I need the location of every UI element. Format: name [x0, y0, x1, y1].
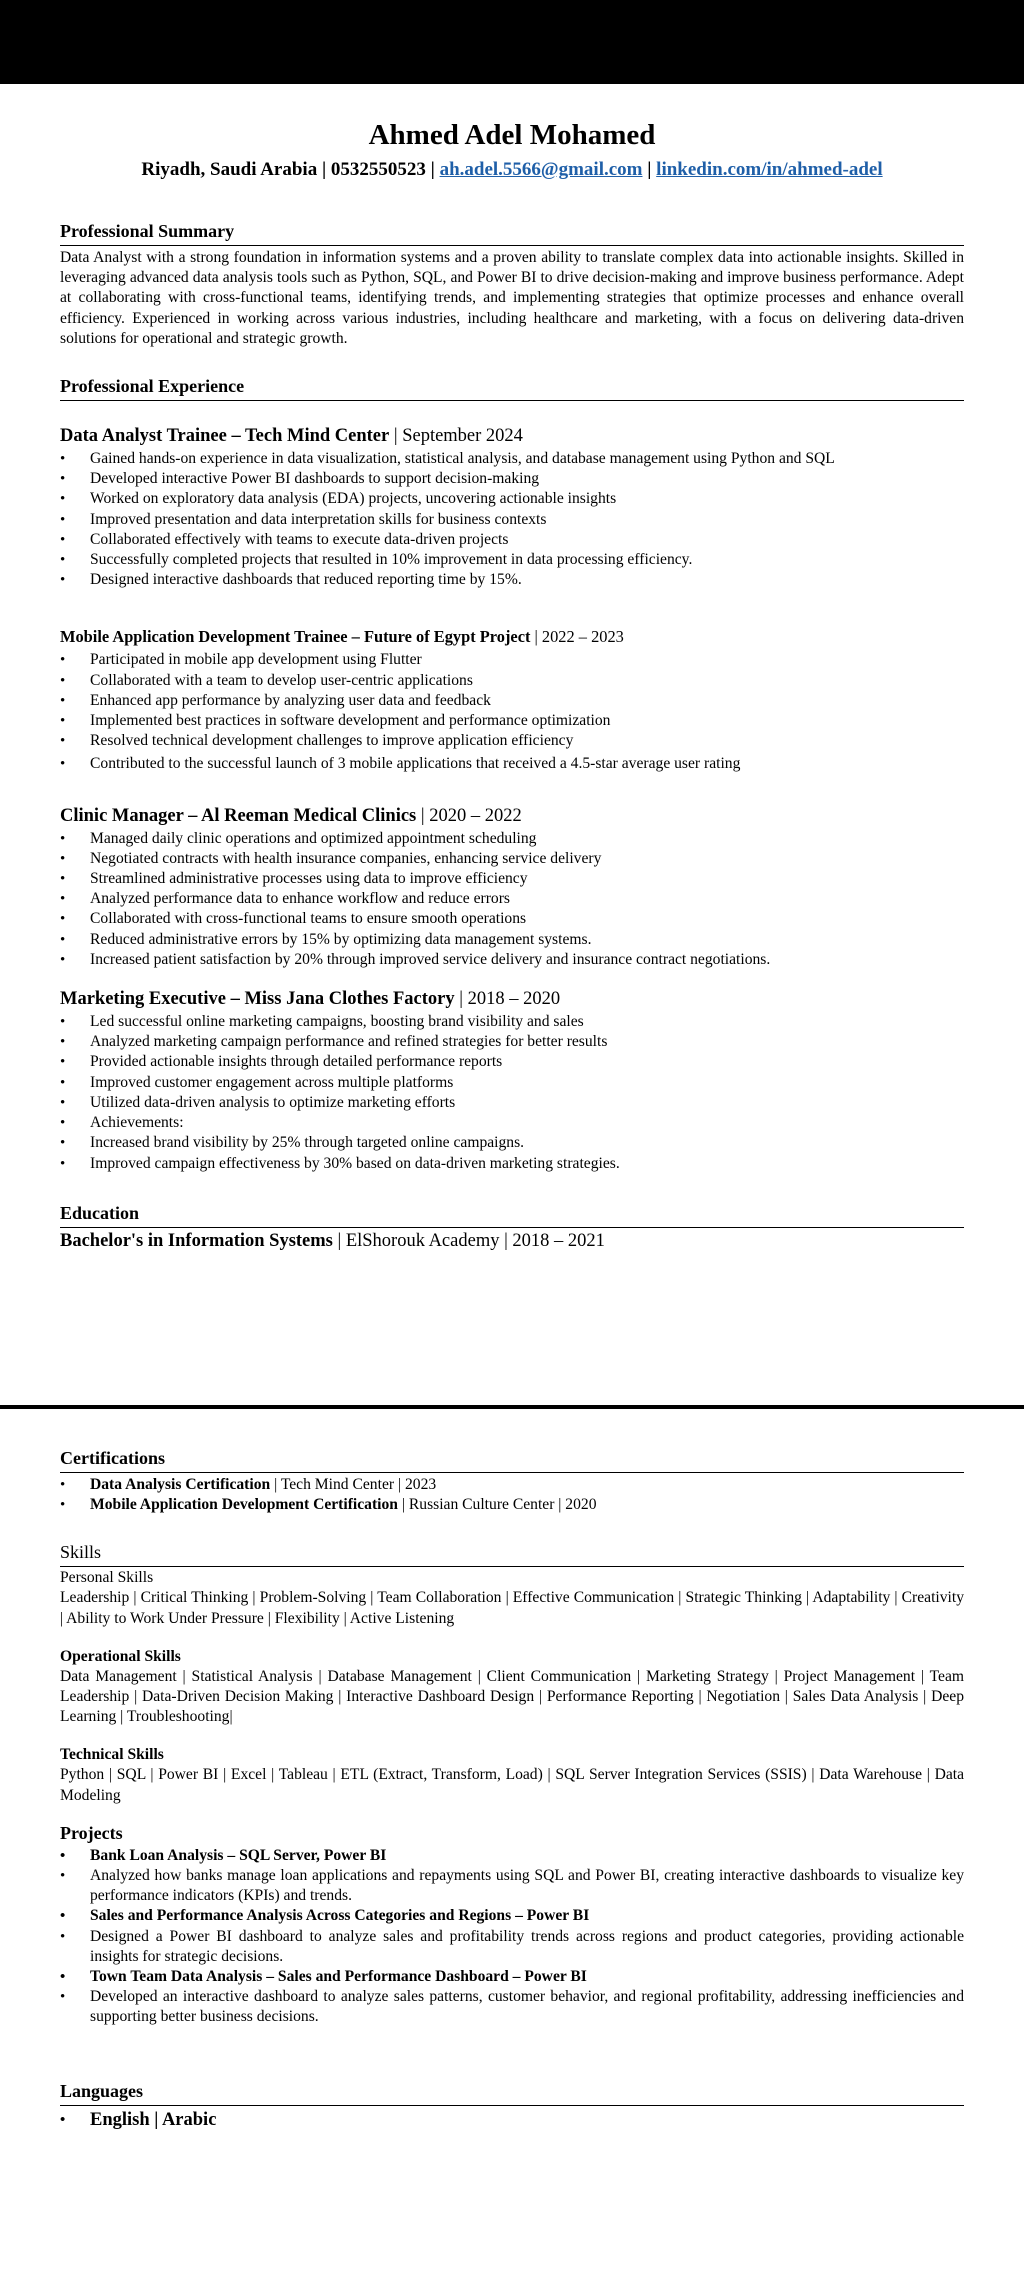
technical-skills-title: Technical Skills — [60, 1746, 164, 1764]
project-description: • Designed a Power BI dashboard to analyze sales and profitability trends across regions and product categories, providing actionable insights for strategic decisions. — [60, 1927, 964, 1967]
skills-heading: Skills — [60, 1541, 964, 1567]
bullet-item: • Increased patient satisfaction by 20% through improved service delivery and insurance contract negotiations. — [60, 950, 964, 970]
bullet-item: • Designed interactive dashboards that reduced reporting time by 15%. — [60, 570, 964, 590]
candidate-name: Ahmed Adel Mohamed — [368, 119, 656, 151]
contact-separator: | — [647, 159, 652, 180]
certification-item — [60, 1495, 964, 1515]
bullet-item: • Achievements: — [60, 1113, 964, 1133]
project-title: • Town Team Data Analysis – Sales and Performance Dashboard – Power BI — [60, 1967, 964, 1987]
bullet-item: • Resolved technical development challenges to improve application efficiency — [60, 731, 964, 751]
bullet-item: • Led successful online marketing campaigns, boosting brand visibility and sales — [60, 1012, 964, 1032]
personal-skills-title: Personal Skills — [60, 1569, 154, 1587]
bullet-item: • Enhanced app performance by analyzing user data and feedback — [60, 691, 964, 711]
bullet-item: • Analyzed performance data to enhance workflow and reduce errors — [60, 889, 964, 909]
bullet-item: • Increased brand visibility by 25% through targeted online campaigns. — [60, 1133, 964, 1153]
bullet-item: • Participated in mobile app development using Flutter — [60, 650, 964, 670]
project-description: • Developed an interactive dashboard to analyze sales patterns, customer behavior, and regional profitability, addressing inefficiencies and supporting better business decisions. — [60, 1987, 964, 2027]
top-black-band — [0, 0, 1024, 84]
summary-heading: Professional Summary — [60, 220, 964, 246]
technical-skills-text: Python | SQL | Power BI | Excel | Tableau | ETL (Extract, Transform, Load) | SQL Server Integration Services (SSIS) | Data Warehouse | Data Modeling — [60, 1766, 964, 1804]
contact-line — [60, 158, 964, 182]
bullet-item: • Successfully completed projects that resulted in 10% improvement in data processing efficiency. — [60, 550, 964, 570]
bullet-item: • Improved presentation and data interpretation skills for business contexts — [60, 510, 964, 530]
bullet-item: • Streamlined administrative processes using data to improve efficiency — [60, 869, 964, 889]
job-header — [60, 988, 964, 1010]
resume-page-1 — [60, 118, 964, 1252]
job-role: Marketing Executive – Miss Jana Clothes Factory — [60, 989, 455, 1010]
job-period: | 2020 – 2022 — [416, 805, 522, 826]
job-header — [60, 805, 964, 827]
job-header — [60, 425, 964, 447]
bullet-item: • Managed daily clinic operations and optimized appointment scheduling — [60, 829, 964, 849]
email-link[interactable]: ah.adel.5566@gmail.com — [439, 159, 643, 180]
job-period: | 2018 – 2020 — [454, 989, 561, 1010]
languages-heading: Languages — [60, 2080, 964, 2106]
bullet-item: • Collaborated effectively with teams to execute data-driven projects — [60, 530, 964, 550]
bullet-item: • Contributed to the successful launch of 3 mobile applications that received a 4.5-star average user rating — [60, 754, 964, 774]
degree-name: Bachelor's in Information Systems — [60, 1230, 333, 1251]
certification-name: Data Analysis Certification — [90, 1476, 271, 1493]
job-role: Mobile Application Development Trainee – Future of Egypt Project — [60, 627, 531, 647]
languages-item: • English | Arabic — [60, 2109, 964, 2131]
bullet-item: • Implemented best practices in software development and performance optimization — [60, 711, 964, 731]
education-entry — [60, 1230, 964, 1252]
bullet-item: • Utilized data-driven analysis to optimize marketing efforts — [60, 1093, 964, 1113]
education-heading: Education — [60, 1202, 964, 1228]
bullet-item: • Provided actionable insights through detailed performance reports — [60, 1052, 964, 1072]
job-role: Data Analyst Trainee – Tech Mind Center — [60, 426, 390, 447]
certification-details: | Russian Culture Center | 2020 — [397, 1496, 597, 1514]
certification-item — [60, 1475, 964, 1495]
project-description: • Analyzed how banks manage loan applications and repayments using SQL and Power BI, creating interactive dashboards to visualize key performance indicators (KPIs) and trends. — [60, 1866, 964, 1906]
experience-heading: Professional Experience — [60, 375, 964, 401]
job-bullets — [60, 449, 964, 590]
summary-text: Data Analyst with a strong foundation in information systems and a proven ability to translate complex data into actionable insights. Skilled in leveraging advanced data analysis tools such as Python, SQL, and Power BI to drive decision-making and improve business performance. Adept at collaborating with cross-functional teams, identifying trends, and implementing strategies that optimize processes and enhance overall efficiency. Experienced in working across various industries, including healthcare and marketing, with a focus on delivering data-driven solutions for operational and strategic growth. — [60, 249, 964, 347]
bullet-item: • Improved campaign effectiveness by 30% based on data-driven marketing strategies. — [60, 1154, 964, 1174]
operational-skills-text: Data Management | Statistical Analysis | Database Management | Client Communication | Marketing Strategy | Project Management | Team Leadership | Data-Driven Decision Making | Interactive Dashboard Design | Performance Reporting | Negotiation | Sales Data Analysis | Deep Learning | Troubleshooting| — [60, 1667, 964, 1726]
page-break-line — [0, 1405, 1024, 1409]
education-details: | ElShorouk Academy | 2018 – 2021 — [332, 1230, 605, 1251]
certification-details: | Tech Mind Center | 2023 — [270, 1476, 437, 1493]
linkedin-link[interactable]: linkedin.com/in/ahmed-adel — [656, 159, 883, 180]
project-title: • Sales and Performance Analysis Across Categories and Regions – Power BI — [60, 1906, 964, 1926]
location-phone: Riyadh, Saudi Arabia | 0532550523 | — [141, 159, 435, 180]
bullet-item: • Negotiated contracts with health insurance companies, enhancing service delivery — [60, 849, 964, 869]
projects-list — [60, 1846, 964, 2028]
job-period: | 2022 – 2023 — [530, 627, 624, 647]
resume-page-2 — [60, 1447, 964, 2131]
bullet-item: • Developed interactive Power BI dashboards to support decision-making — [60, 469, 964, 489]
job-bullets — [60, 1012, 964, 1174]
projects-heading: Projects — [60, 1822, 123, 1843]
job-bullets — [60, 650, 964, 774]
bullet-item: • Worked on exploratory data analysis (EDA) projects, uncovering actionable insights — [60, 489, 964, 509]
bullet-item: • Gained hands-on experience in data visualization, statistical analysis, and database management using Python and SQL — [60, 449, 964, 469]
bullet-item: • Analyzed marketing campaign performance and refined strategies for better results — [60, 1032, 964, 1052]
operational-skills-title: Operational Skills — [60, 1647, 181, 1665]
certification-name: Mobile Application Development Certification — [90, 1496, 398, 1514]
bullet-item: • Collaborated with cross-functional teams to ensure smooth operations — [60, 909, 964, 929]
personal-skills-text: Leadership | Critical Thinking | Problem-Solving | Team Collaboration | Effective Communication | Strategic Thinking | Adaptability | Creativity | Ability to Work Under Pressure | Flexibility | Active Listening — [60, 1589, 964, 1627]
job-bullets — [60, 829, 964, 970]
certifications-heading: Certifications — [60, 1447, 964, 1473]
bullet-item: • Reduced administrative errors by 15% by optimizing data management systems. — [60, 930, 964, 950]
bullet-item: • Improved customer engagement across multiple platforms — [60, 1073, 964, 1093]
job-period: | September 2024 — [389, 426, 523, 447]
certifications-list — [60, 1475, 964, 1515]
bullet-item: • Collaborated with a team to develop user-centric applications — [60, 671, 964, 691]
job-role: Clinic Manager – Al Reeman Medical Clinics — [60, 805, 417, 826]
languages-list — [60, 2109, 964, 2131]
job-header — [60, 626, 964, 648]
project-title: • Bank Loan Analysis – SQL Server, Power BI — [60, 1846, 964, 1866]
